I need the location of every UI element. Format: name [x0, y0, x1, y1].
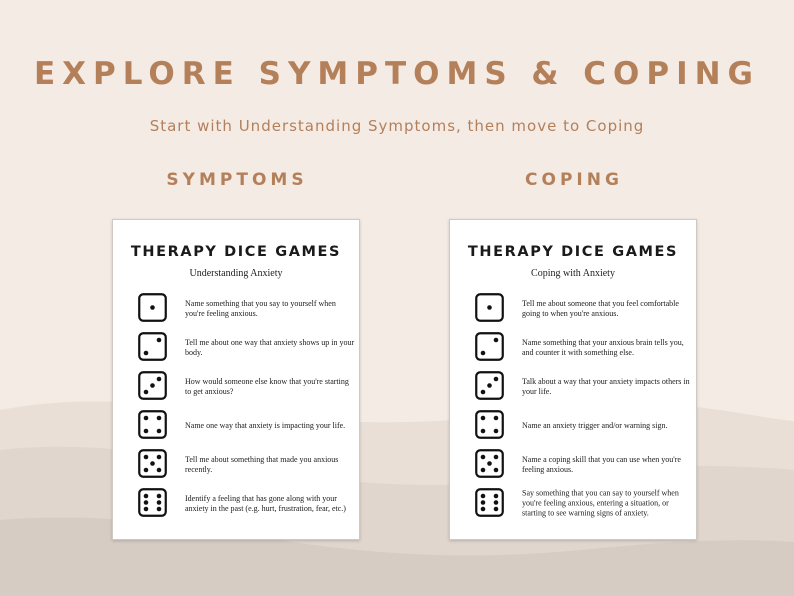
die-pip — [481, 455, 486, 460]
prompt-text: Tell me about one way that anxiety shows up in your body. — [185, 337, 355, 357]
die-pip — [481, 390, 486, 395]
die-three-icon — [138, 371, 167, 400]
die-pip — [494, 507, 499, 512]
die-pip — [494, 500, 499, 505]
die-pip — [144, 468, 149, 473]
card-title: THERAPY DICE GAMES — [130, 244, 342, 260]
list-item — [138, 488, 360, 520]
card-subtitle: Coping with Anxiety — [531, 268, 615, 279]
prompt-text: Tell me about someone that you feel comfortable going to when you're anxious. — [522, 298, 679, 318]
die-one-icon — [475, 293, 504, 322]
coping-card — [449, 219, 697, 540]
die-three-icon — [475, 371, 504, 400]
die-pip — [481, 507, 486, 512]
die-pip — [494, 377, 499, 382]
die-pip — [481, 429, 486, 434]
prompt-text: Tell me about something that made you anxious recently. — [185, 454, 339, 474]
prompt-text: How would someone else know that you're starting to get anxious? — [185, 376, 349, 396]
die-pip — [144, 429, 149, 434]
die-pip — [494, 429, 499, 434]
symptoms-label: SYMPTOMS — [166, 170, 308, 190]
list-item — [475, 449, 697, 481]
die-pip — [144, 351, 149, 356]
die-outline — [476, 489, 503, 516]
die-two-icon — [475, 332, 504, 361]
die-pip — [144, 455, 149, 460]
card-title: THERAPY DICE GAMES — [467, 244, 679, 260]
card-subtitle: Understanding Anxiety — [189, 268, 283, 279]
die-outline — [476, 411, 503, 438]
die-pip — [157, 429, 162, 434]
die-pip — [157, 455, 162, 460]
die-six-icon — [138, 488, 167, 517]
page-subtitle: Start with Understanding Symptoms, then move to Coping — [149, 117, 645, 135]
die-pip — [144, 416, 149, 421]
die-pip — [494, 494, 499, 499]
list-item — [138, 332, 360, 364]
prompt-text: Name one way that anxiety is impacting your life. — [185, 420, 346, 430]
die-outline — [476, 333, 503, 360]
symptoms-card — [112, 219, 360, 540]
list-item — [475, 410, 697, 442]
prompt-text: Name something that you say to yourself when you're feeling anxious. — [185, 298, 336, 318]
coping-label: COPING — [525, 170, 623, 190]
die-pip — [150, 461, 155, 466]
prompt-text: Name an anxiety trigger and/or warning sign. — [522, 420, 668, 430]
die-pip — [157, 468, 162, 473]
die-six-icon — [475, 488, 504, 517]
die-pip — [487, 305, 492, 310]
die-pip — [157, 377, 162, 382]
die-pip — [157, 416, 162, 421]
die-pip — [481, 468, 486, 473]
die-pip — [487, 383, 492, 388]
die-pip — [157, 338, 162, 343]
die-five-icon — [138, 449, 167, 478]
die-pip — [157, 494, 162, 499]
die-pip — [150, 305, 155, 310]
die-pip — [481, 416, 486, 421]
die-pip — [494, 416, 499, 421]
list-item — [138, 449, 360, 481]
list-item — [475, 293, 697, 325]
die-five-icon — [475, 449, 504, 478]
die-pip — [481, 500, 486, 505]
die-pip — [157, 507, 162, 512]
die-pip — [157, 500, 162, 505]
die-pip — [144, 494, 149, 499]
list-item — [475, 371, 697, 403]
die-pip — [150, 383, 155, 388]
prompt-text: Identify a feeling that has gone along with your anxiety in the past (e.g. hurt, frustration, fear, etc.) — [185, 493, 346, 513]
die-pip — [144, 507, 149, 512]
prompt-text: Name a coping skill that you can use when you're feeling anxious. — [522, 454, 681, 474]
die-outline — [139, 411, 166, 438]
die-pip — [481, 351, 486, 356]
die-pip — [494, 468, 499, 473]
die-outline — [139, 333, 166, 360]
die-pip — [494, 338, 499, 343]
prompt-text: Say something that you can say to yourself when you're feeling anxious, entering a situation, or starting to see warning signs of anxiety. — [522, 488, 679, 519]
list-item — [138, 371, 360, 403]
die-pip — [144, 390, 149, 395]
die-two-icon — [138, 332, 167, 361]
prompt-text: Talk about a way that your anxiety impacts others in your life. — [522, 376, 690, 396]
page-title: EXPLORE SYMPTOMS & COPING — [33, 56, 761, 92]
list-item — [138, 410, 360, 442]
die-pip — [494, 455, 499, 460]
die-four-icon — [475, 410, 504, 439]
die-pip — [481, 494, 486, 499]
die-pip — [487, 461, 492, 466]
die-four-icon — [138, 410, 167, 439]
list-item — [475, 488, 697, 520]
prompt-text: Name something that your anxious brain tells you, and counter it with something else. — [522, 337, 684, 357]
die-pip — [144, 500, 149, 505]
die-outline — [139, 489, 166, 516]
list-item — [475, 332, 697, 364]
list-item — [138, 293, 360, 325]
die-one-icon — [138, 293, 167, 322]
